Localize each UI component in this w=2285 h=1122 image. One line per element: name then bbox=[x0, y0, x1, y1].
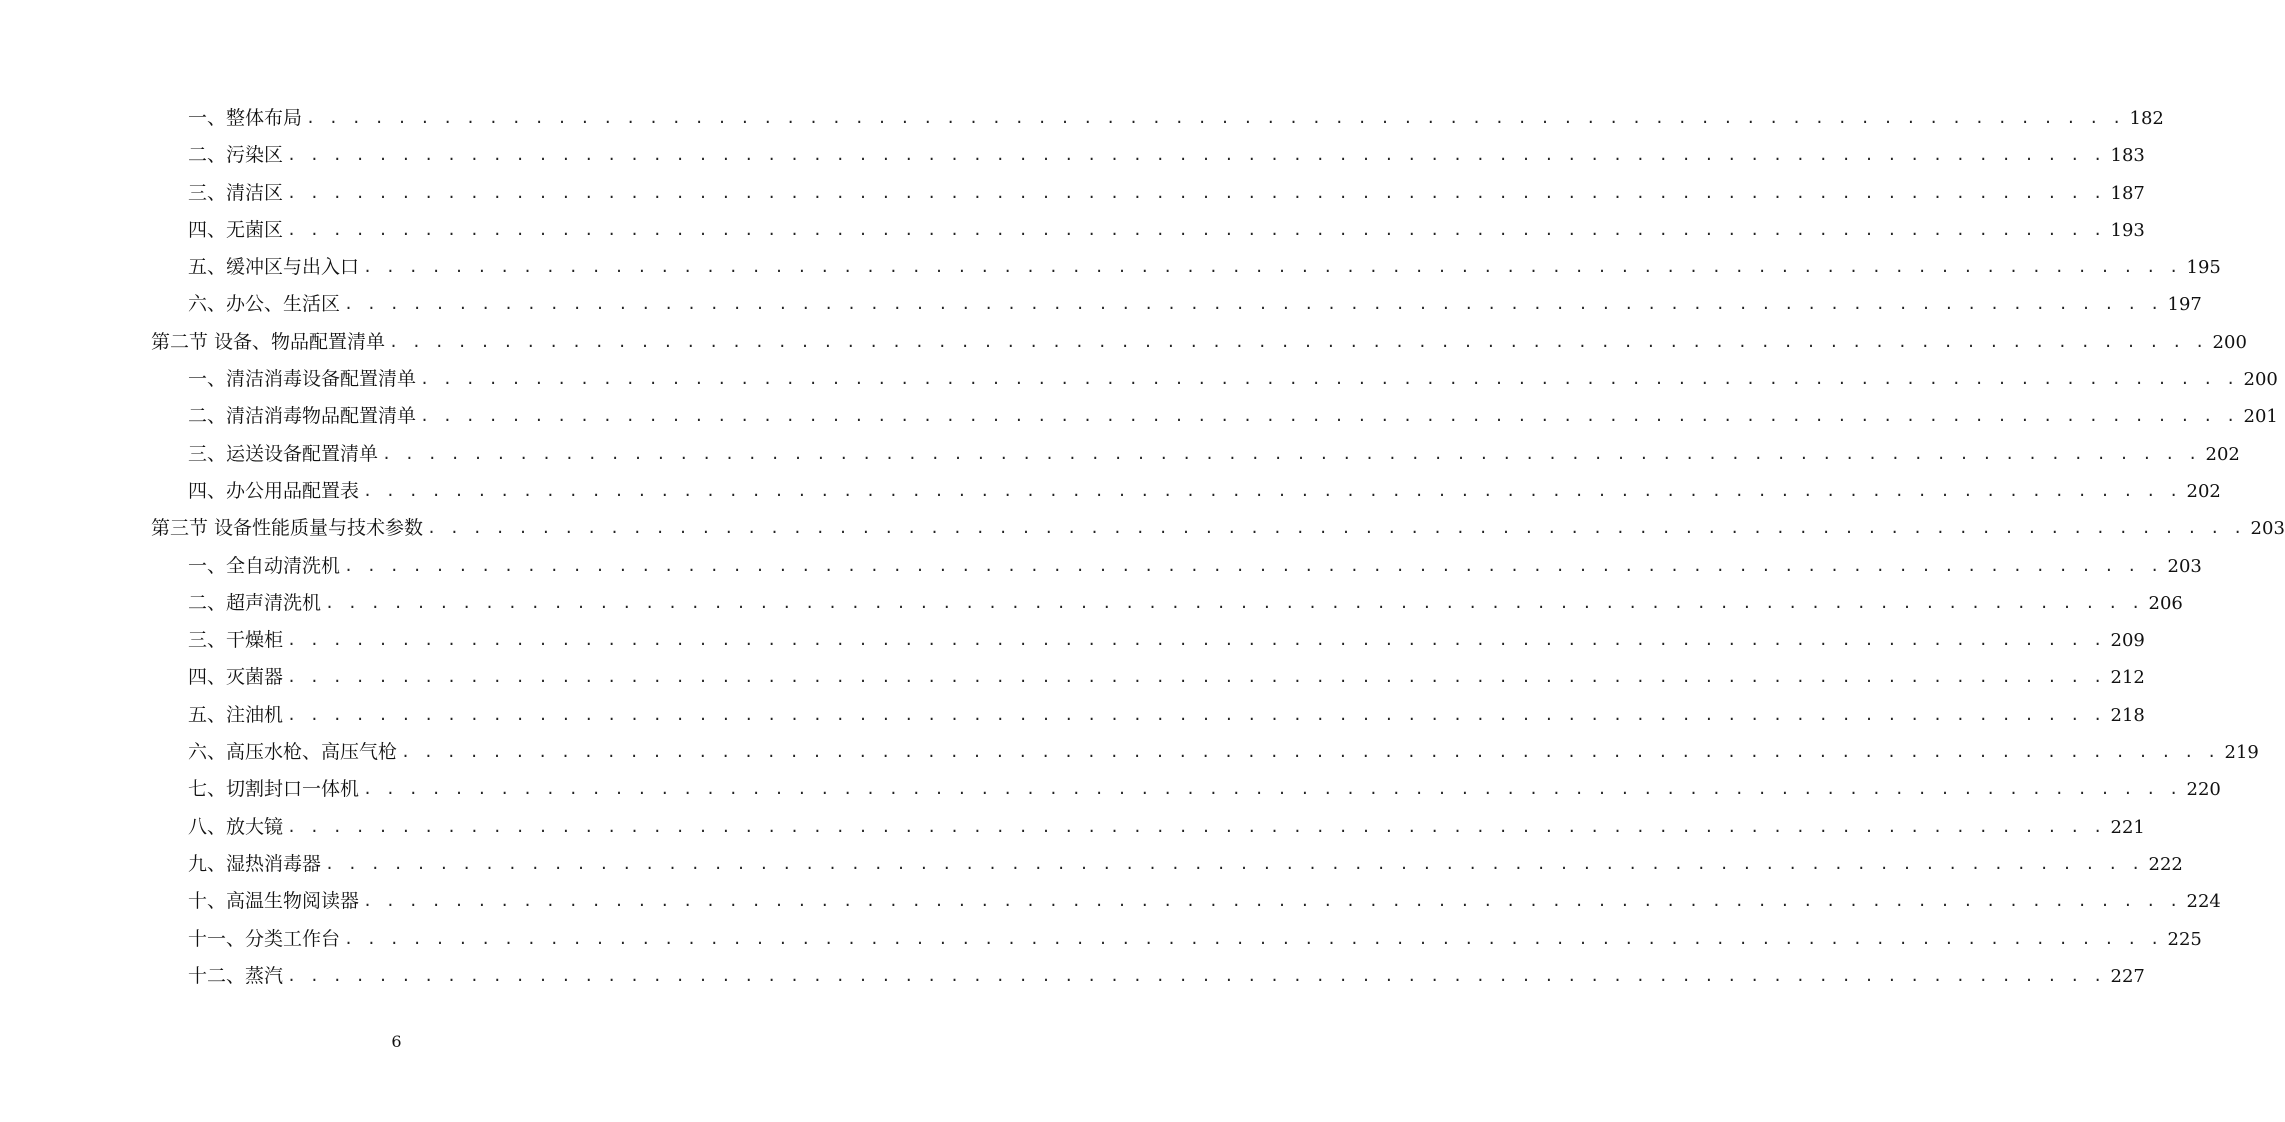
dot-leader: . . . . . . . . . . . . . . . . . . . . . . . . . . . . . . . . . . . . . . . . . . . . . . . . . . . . . . . . . . . . . . . . . . . . . . . . . . . . . . . . bbox=[363, 481, 2181, 500]
toc-entry-title: 二、清洁消毒物品配置清单 bbox=[188, 405, 417, 428]
dot-leader: . . . . . . . . . . . . . . . . . . . . . . . . . . . . . . . . . . . . . . . . . . . . . . . . . . . . . . . . . . . . . . . . . . . . . . . . . . . . . . . . bbox=[325, 593, 2143, 612]
dot-leader: . . . . . . . . . . . . . . . . . . . . . . . . . . . . . . . . . . . . . . . . . . . . . . . . . . . . . . . . . . . . . . . . . . . . . . . . . . . . . . . . bbox=[389, 332, 2207, 351]
dot-leader: . . . . . . . . . . . . . . . . . . . . . . . . . . . . . . . . . . . . . . . . . . . . . . . . . . . . . . . . . . . . . . . . . . . . . . . . . . . . . . . . bbox=[401, 743, 2219, 762]
toc-entry[interactable] bbox=[0, 436, 2240, 473]
toc-entry[interactable] bbox=[0, 622, 2145, 659]
toc-entry[interactable] bbox=[0, 212, 2145, 249]
toc-entry-page: 201 bbox=[2243, 406, 2278, 428]
toc-entry-page: 193 bbox=[2110, 219, 2145, 241]
toc-entry-page: 209 bbox=[2110, 630, 2145, 652]
toc-entry-title: 六、办公、生活区 bbox=[188, 293, 341, 316]
toc-entry-title: 十一、分类工作台 bbox=[188, 927, 341, 950]
toc-entry-title: 八、放大镜 bbox=[188, 815, 284, 838]
toc-entry[interactable] bbox=[0, 771, 2221, 808]
toc-entry[interactable] bbox=[0, 398, 2278, 435]
toc-entry-page: 183 bbox=[2110, 145, 2145, 167]
toc-entry-page: 203 bbox=[2250, 518, 2285, 540]
toc-entry[interactable] bbox=[0, 286, 2202, 323]
toc-entry-page: 222 bbox=[2148, 853, 2183, 875]
toc-entry-title: 第三节 设备性能质量与技术参数 bbox=[151, 517, 424, 540]
toc-section-entry[interactable] bbox=[0, 510, 2285, 547]
toc-entry-page: 195 bbox=[2186, 257, 2221, 279]
toc-entry[interactable] bbox=[0, 473, 2221, 510]
toc-entry-title: 三、干燥柜 bbox=[188, 629, 284, 652]
dot-leader: . . . . . . . . . . . . . . . . . . . . . . . . . . . . . . . . . . . . . . . . . . . . . . . . . . . . . . . . . . . . . . . . . . . . . . . . . . . . . . . . bbox=[427, 519, 2245, 538]
toc-entry-page: 212 bbox=[2110, 667, 2145, 689]
toc-entry[interactable] bbox=[0, 175, 2145, 212]
toc-entry[interactable] bbox=[0, 548, 2202, 585]
toc-entry[interactable] bbox=[0, 361, 2278, 398]
dot-leader: . . . . . . . . . . . . . . . . . . . . . . . . . . . . . . . . . . . . . . . . . . . . . . . . . . . . . . . . . . . . . . . . . . . . . . . . . . . . . . . . bbox=[344, 295, 2162, 314]
toc-section-entry[interactable] bbox=[0, 324, 2247, 361]
toc-entry-page: 227 bbox=[2110, 965, 2145, 987]
dot-leader: . . . . . . . . . . . . . . . . . . . . . . . . . . . . . . . . . . . . . . . . . . . . . . . . . . . . . . . . . . . . . . . . . . . . . . . . . . . . . . . . bbox=[287, 966, 2105, 985]
dot-leader: . . . . . . . . . . . . . . . . . . . . . . . . . . . . . . . . . . . . . . . . . . . . . . . . . . . . . . . . . . . . . . . . . . . . . . . . . . . . . . . . bbox=[287, 146, 2105, 165]
toc-entry-title: 十、高温生物阅读器 bbox=[188, 890, 360, 913]
toc-entry-title: 三、清洁区 bbox=[188, 181, 284, 204]
toc-entry-title: 三、运送设备配置清单 bbox=[188, 442, 379, 465]
toc-entry-title: 一、整体布局 bbox=[188, 107, 303, 129]
toc-entry-page: 221 bbox=[2110, 816, 2145, 838]
toc-entry-title: 一、全自动清洗机 bbox=[188, 554, 341, 577]
toc-entry[interactable] bbox=[0, 958, 2145, 995]
toc-entry[interactable] bbox=[0, 585, 2183, 622]
dot-leader: . . . . . . . . . . . . . . . . . . . . . . . . . . . . . . . . . . . . . . . . . . . . . . . . . . . . . . . . . . . . . . . . . . . . . . . . . . . . . . . . bbox=[420, 370, 2238, 389]
dot-leader: . . . . . . . . . . . . . . . . . . . . . . . . . . . . . . . . . . . . . . . . . . . . . . . . . . . . . . . . . . . . . . . . . . . . . . . . . . . . . . . . bbox=[344, 929, 2162, 948]
toc-entry-page: 202 bbox=[2205, 443, 2240, 465]
toc-entry-title: 五、注油机 bbox=[188, 703, 284, 726]
toc-entry-page: 200 bbox=[2212, 331, 2247, 353]
toc-entry-page: 197 bbox=[2167, 294, 2202, 316]
toc-entry-title: 六、高压水枪、高压气枪 bbox=[188, 741, 398, 764]
toc-entry[interactable] bbox=[0, 697, 2145, 734]
toc-entry-title: 九、湿热消毒器 bbox=[188, 852, 322, 875]
toc-entry[interactable] bbox=[0, 846, 2183, 883]
toc-entry[interactable] bbox=[0, 883, 2221, 920]
page-number: 6 bbox=[391, 1032, 402, 1051]
toc-entry[interactable] bbox=[0, 921, 2202, 958]
dot-leader: . . . . . . . . . . . . . . . . . . . . . . . . . . . . . . . . . . . . . . . . . . . . . . . . . . . . . . . . . . . . . . . . . . . . . . . . . . . . . . . . bbox=[382, 444, 2200, 463]
dot-leader: . . . . . . . . . . . . . . . . . . . . . . . . . . . . . . . . . . . . . . . . . . . . . . . . . . . . . . . . . . . . . . . . . . . . . . . . . . . . . . . . bbox=[287, 817, 2105, 836]
dot-leader: . . . . . . . . . . . . . . . . . . . . . . . . . . . . . . . . . . . . . . . . . . . . . . . . . . . . . . . . . . . . . . . . . . . . . . . . . . . . . . . . bbox=[325, 854, 2143, 873]
toc-entry-page: 202 bbox=[2186, 480, 2221, 502]
toc-entry-page: 220 bbox=[2186, 779, 2221, 801]
toc-entry-title: 四、灭菌器 bbox=[188, 666, 284, 689]
dot-leader: . . . . . . . . . . . . . . . . . . . . . . . . . . . . . . . . . . . . . . . . . . . . . . . . . . . . . . . . . . . . . . . . . . . . . . . . . . . . . . . . bbox=[363, 892, 2181, 911]
toc-entry-title: 十二、蒸汽 bbox=[188, 964, 284, 987]
table-of-contents bbox=[0, 100, 2285, 995]
dot-leader: . . . . . . . . . . . . . . . . . . . . . . . . . . . . . . . . . . . . . . . . . . . . . . . . . . . . . . . . . . . . . . . . . . . . . . . . . . . . . . . . bbox=[420, 407, 2238, 426]
toc-entry-page: 203 bbox=[2167, 555, 2202, 577]
toc-entry-title: 二、污染区 bbox=[188, 144, 284, 167]
toc-entry-title: 一、清洁消毒设备配置清单 bbox=[188, 368, 417, 391]
dot-leader: . . . . . . . . . . . . . . . . . . . . . . . . . . . . . . . . . . . . . . . . . . . . . . . . . . . . . . . . . . . . . . . . . . . . . . . . . . . . . . . . bbox=[287, 668, 2105, 687]
toc-entry-page: 218 bbox=[2110, 704, 2145, 726]
dot-leader: . . . . . . . . . . . . . . . . . . . . . . . . . . . . . . . . . . . . . . . . . . . . . . . . . . . . . . . . . . . . . . . . . . . . . . . . . . . . . . . . bbox=[344, 556, 2162, 575]
toc-entry-title: 第二节 设备、物品配置清单 bbox=[151, 330, 386, 353]
toc-entry-page: 206 bbox=[2148, 592, 2183, 614]
toc-entry-page: 219 bbox=[2224, 742, 2259, 764]
toc-entry-page: 200 bbox=[2243, 369, 2278, 391]
dot-leader: . . . . . . . . . . . . . . . . . . . . . . . . . . . . . . . . . . . . . . . . . . . . . . . . . . . . . . . . . . . . . . . . . . . . . . . . . . . . . . . . bbox=[287, 705, 2105, 724]
dot-leader: . . . . . . . . . . . . . . . . . . . . . . . . . . . . . . . . . . . . . . . . . . . . . . . . . . . . . . . . . . . . . . . . . . . . . . . . . . . . . . . . bbox=[306, 109, 2124, 127]
toc-entry-page: 225 bbox=[2167, 928, 2202, 950]
toc-entry-title: 四、办公用品配置表 bbox=[188, 479, 360, 502]
toc-entry-page: 182 bbox=[2129, 108, 2164, 129]
toc-entry-title: 四、无菌区 bbox=[188, 218, 284, 241]
dot-leader: . . . . . . . . . . . . . . . . . . . . . . . . . . . . . . . . . . . . . . . . . . . . . . . . . . . . . . . . . . . . . . . . . . . . . . . . . . . . . . . . bbox=[287, 631, 2105, 650]
toc-entry-title: 七、切割封口一体机 bbox=[188, 778, 360, 801]
dot-leader: . . . . . . . . . . . . . . . . . . . . . . . . . . . . . . . . . . . . . . . . . . . . . . . . . . . . . . . . . . . . . . . . . . . . . . . . . . . . . . . . bbox=[363, 780, 2181, 799]
dot-leader: . . . . . . . . . . . . . . . . . . . . . . . . . . . . . . . . . . . . . . . . . . . . . . . . . . . . . . . . . . . . . . . . . . . . . . . . . . . . . . . . bbox=[287, 183, 2105, 202]
toc-entry[interactable] bbox=[0, 249, 2221, 286]
toc-entry[interactable] bbox=[0, 137, 2145, 174]
dot-leader: . . . . . . . . . . . . . . . . . . . . . . . . . . . . . . . . . . . . . . . . . . . . . . . . . . . . . . . . . . . . . . . . . . . . . . . . . . . . . . . . bbox=[363, 258, 2181, 277]
toc-entry-page: 224 bbox=[2186, 891, 2221, 913]
toc-entry-page: 187 bbox=[2110, 182, 2145, 204]
toc-entry[interactable] bbox=[0, 659, 2145, 696]
toc-entry[interactable] bbox=[0, 100, 2164, 137]
toc-entry[interactable] bbox=[0, 734, 2259, 771]
toc-entry-title: 二、超声清洗机 bbox=[188, 591, 322, 614]
toc-entry-title: 五、缓冲区与出入口 bbox=[188, 256, 360, 279]
dot-leader: . . . . . . . . . . . . . . . . . . . . . . . . . . . . . . . . . . . . . . . . . . . . . . . . . . . . . . . . . . . . . . . . . . . . . . . . . . . . . . . . bbox=[287, 220, 2105, 239]
toc-entry[interactable] bbox=[0, 809, 2145, 846]
